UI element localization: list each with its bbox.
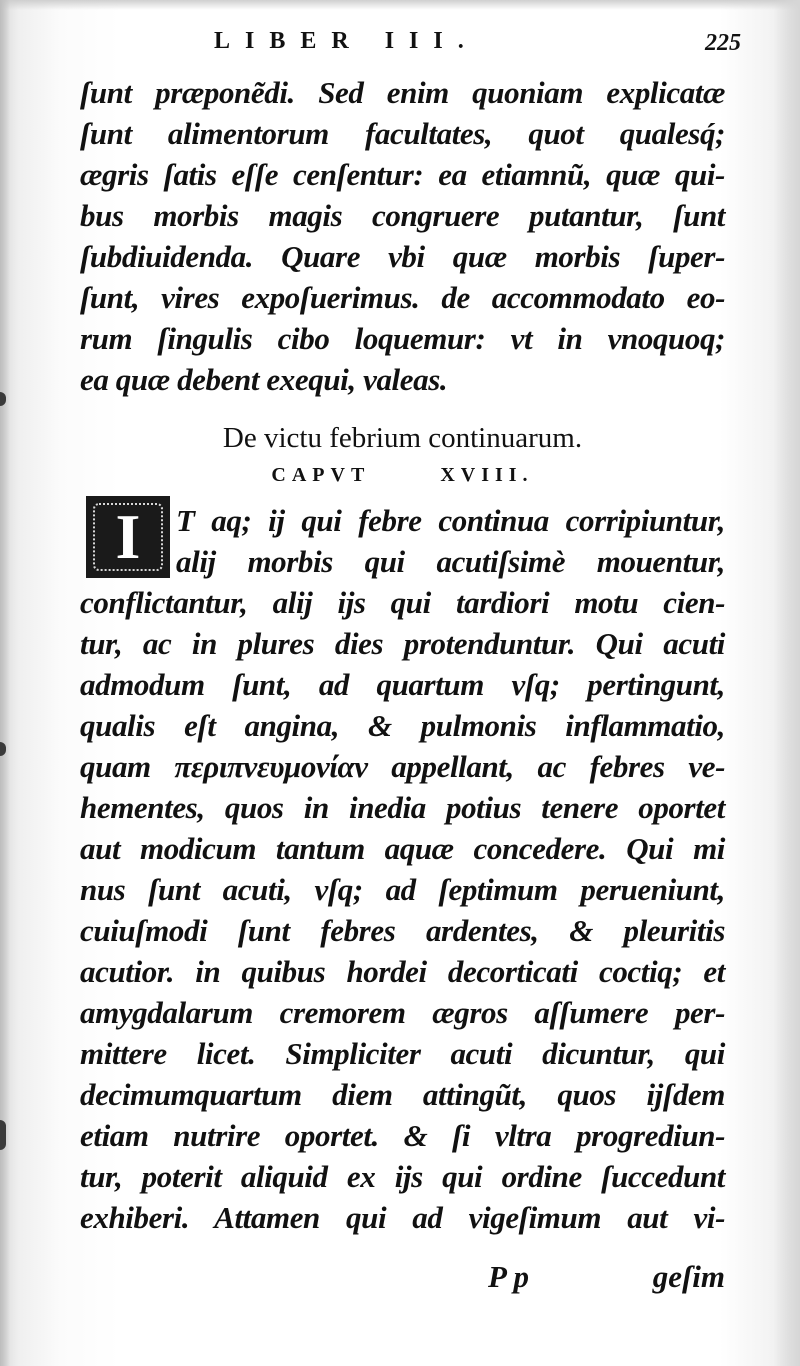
text-line: ea quæ debent exequi, valeas. <box>80 362 448 397</box>
text-line: rum ſingulis cibo loquemur: vt in vnoquoq; <box>80 321 725 356</box>
scan-edge-top <box>0 0 800 10</box>
text-line: ſubdiuidenda. Quare vbi quæ morbis ſuper- <box>80 239 725 274</box>
text-line: qualis eſt angina, & pulmonis inflammatio, <box>80 708 725 743</box>
scan-edge-left <box>0 0 10 1366</box>
page-number: 225 <box>705 30 741 56</box>
text-line: ſunt præponẽdi. Sed enim quoniam explicatæ <box>80 75 725 110</box>
binding-shadow <box>774 0 800 1366</box>
drop-cap-letter: I <box>115 501 141 572</box>
chapter-heading <box>80 460 725 490</box>
signature-mark: P p <box>488 1259 530 1294</box>
text-line: T aq; ij qui febre continua corripiuntur, <box>176 503 725 538</box>
text-line: amygdalarum cremorem ægros aſſumere per- <box>80 995 725 1030</box>
text-line: cuiuſmodi ſunt febres ardentes, & pleuritis <box>80 913 725 948</box>
text-line: tur, ac in plures dies protenduntur. Qui acuti <box>80 626 725 661</box>
text-line: mittere licet. Simpliciter acuti dicuntur, qui <box>80 1036 725 1071</box>
text-line: aut modicum tantum aquæ concedere. Qui mi <box>80 831 725 866</box>
page-footer <box>80 1255 725 1299</box>
text-line: admodum ſunt, ad quartum vſq; pertingunt, <box>80 667 725 702</box>
text-line: exhiberi. Attamen qui ad vigeſimum aut vi- <box>80 1200 725 1235</box>
text-line: decimumquartum diem attingũt, quos ijſdem <box>80 1077 725 1112</box>
text-line: ægris ſatis eſſe cenſentur: ea etiamnũ, quæ qui- <box>80 157 725 192</box>
text-line: alij morbis qui acutiſsimè mouentur, <box>176 544 725 579</box>
chapter-label: CAPVT <box>271 464 371 486</box>
text-line: quam περιπνευμονίαν appellant, ac febres ve- <box>80 749 725 784</box>
paragraph-2 <box>80 500 725 1238</box>
paragraph-1 <box>80 72 725 400</box>
text-line: bus morbis magis congruere putantur, ſunt <box>80 198 725 233</box>
section-heading: De victu febrium continuarum. <box>222 422 583 454</box>
text-line: tur, poterit aliquid ex ijs qui ordine ſuccedunt <box>80 1159 725 1194</box>
text-line: conflictantur, alij ijs qui tardiori motu cien- <box>80 585 725 620</box>
chapter-number: XVIII. <box>440 464 534 486</box>
text-line: ſunt alimentorum facultates, quot qualesq́; <box>80 116 725 151</box>
catchword: geſim <box>652 1259 725 1294</box>
text-line: hementes, quos in inedia potius tenere oportet <box>80 790 725 825</box>
text-line: ſunt, vires expoſuerimus. de accommodato eo- <box>80 280 725 315</box>
text-line: etiam nutrire oportet. & ſi vltra progrediun- <box>80 1118 725 1153</box>
running-head-title: LIBER III. <box>214 28 479 54</box>
text-line: acutior. in quibus hordei decorticati coctiq; et <box>80 954 725 989</box>
scan-mark <box>0 1120 6 1150</box>
text-line: nus ſunt acuti, vſq; ad ſeptimum perueniunt, <box>80 872 725 907</box>
